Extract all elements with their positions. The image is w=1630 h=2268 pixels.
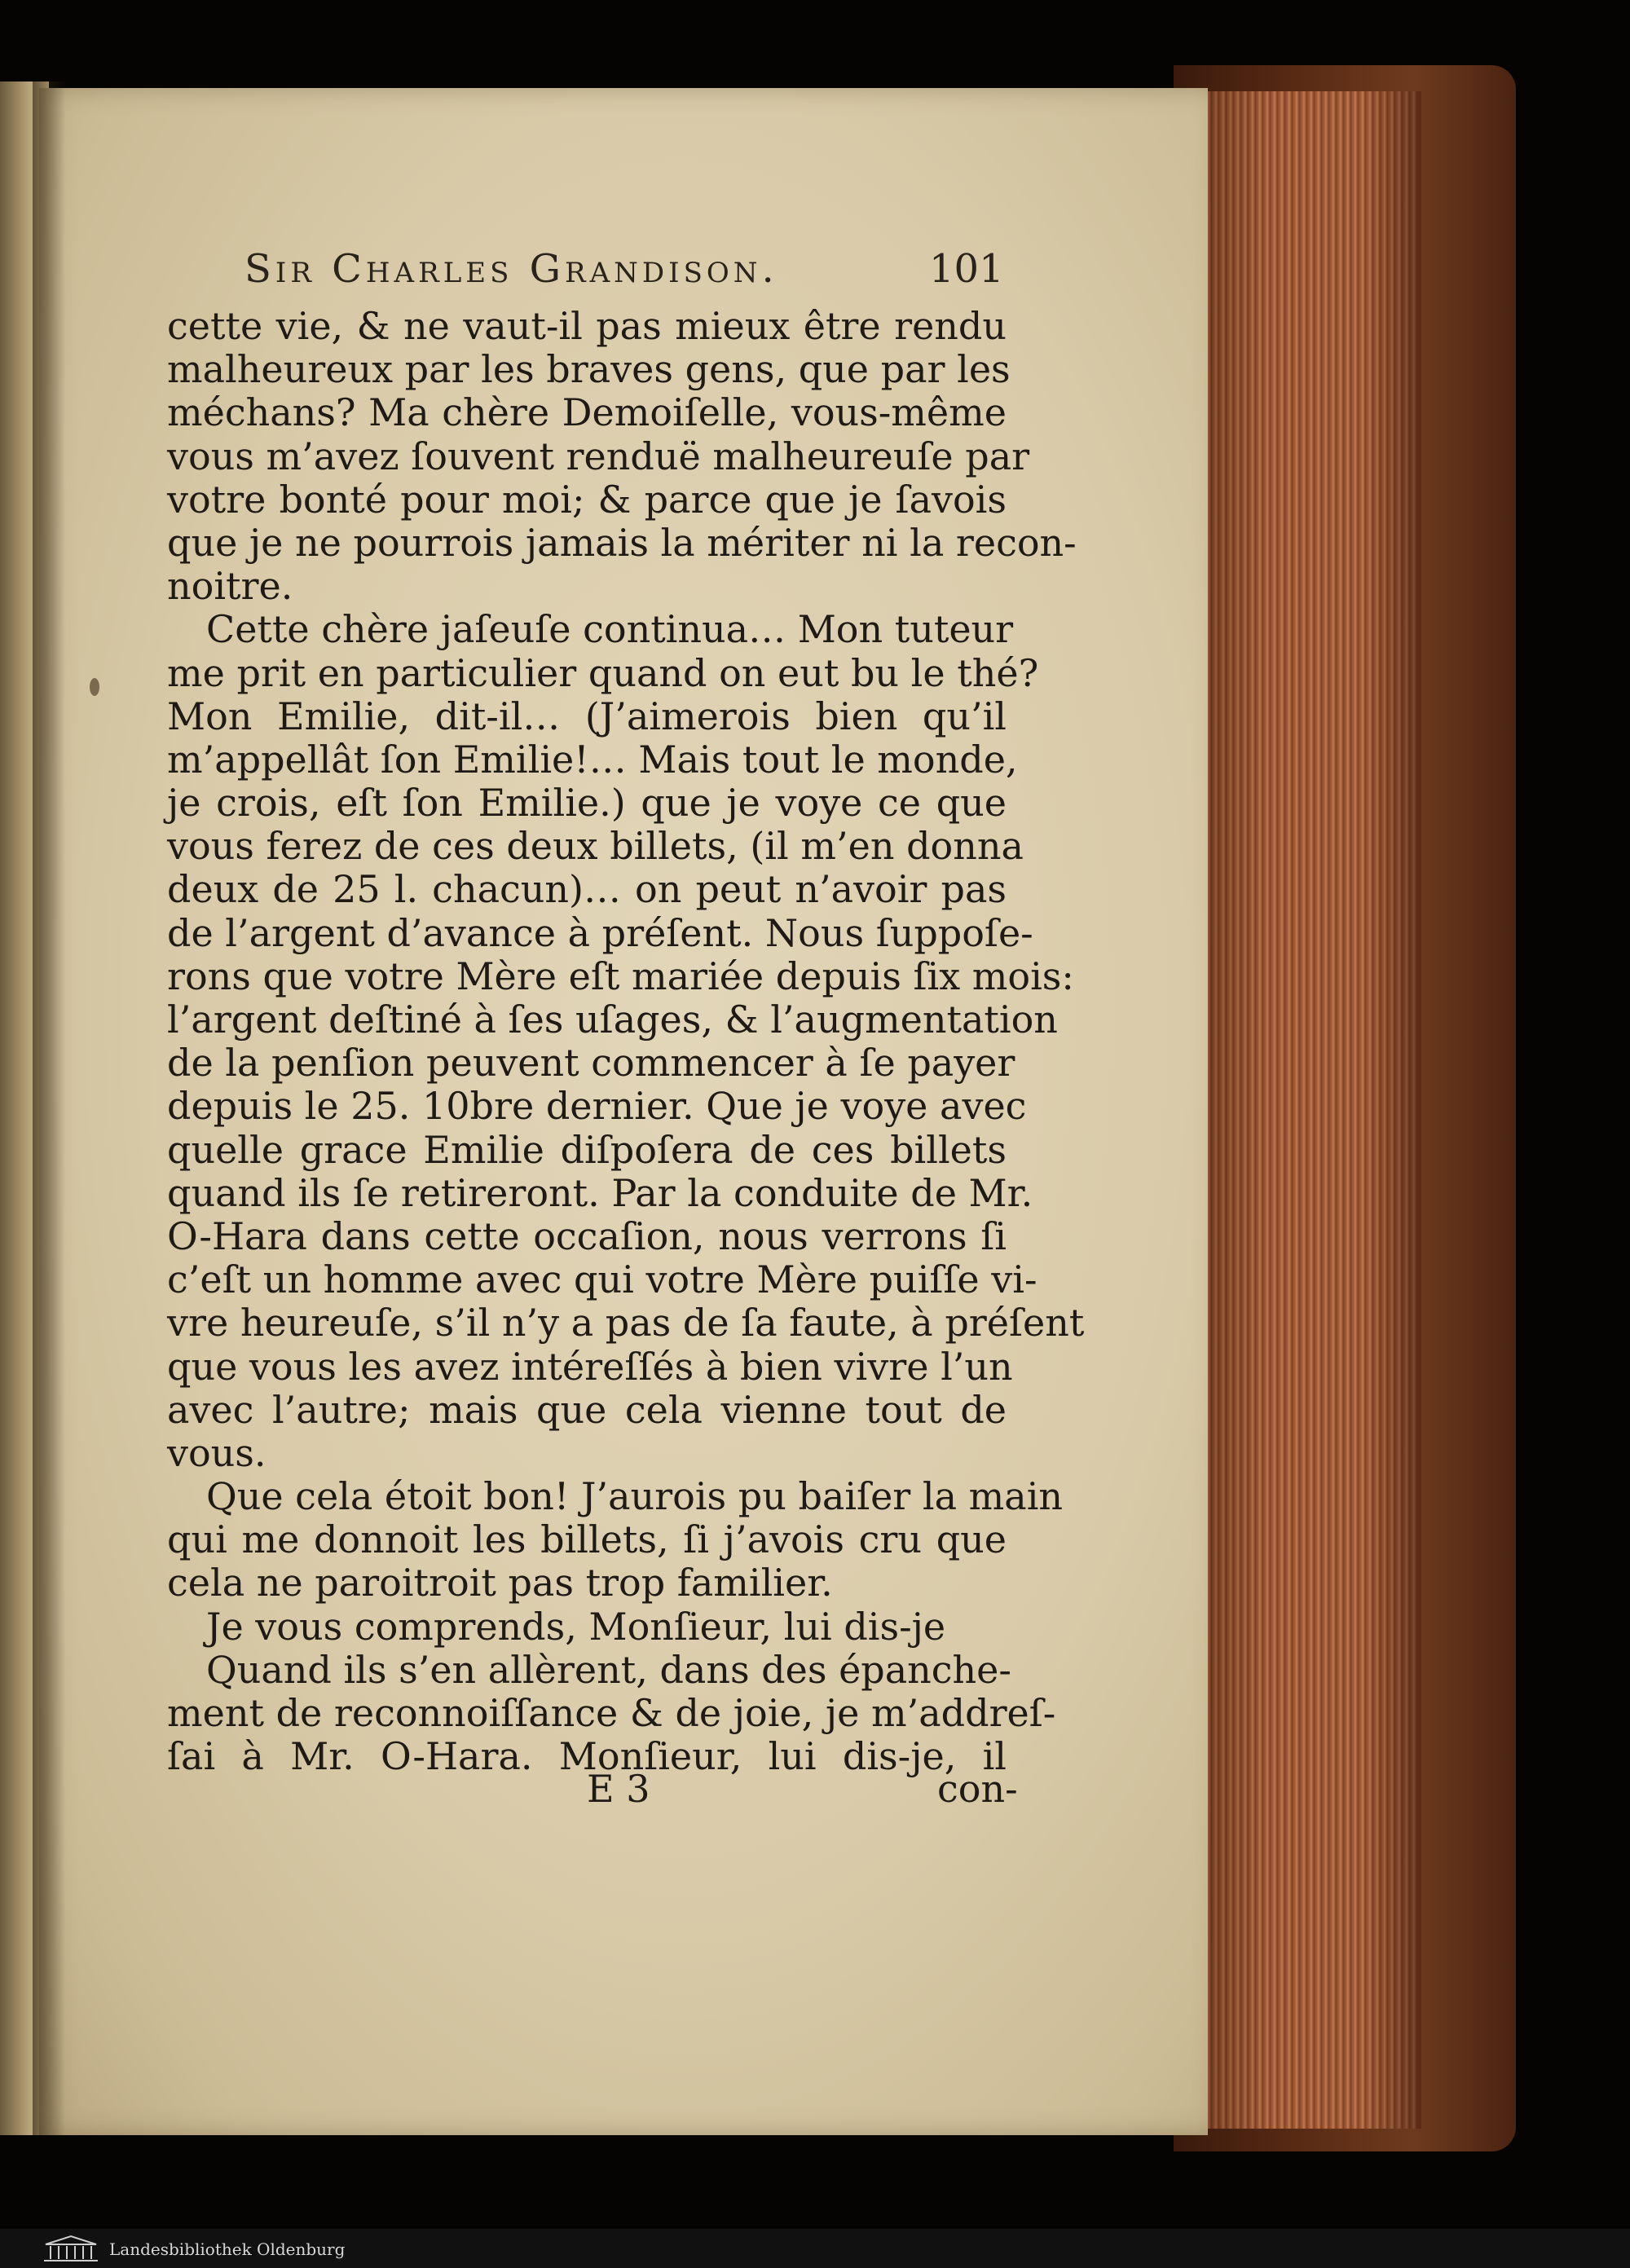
text-line: noitre. xyxy=(167,564,293,609)
text-line: qui me donnoit les billets, ſi j’avois cru que xyxy=(167,1517,1007,1562)
library-name: Landesbibliothek Oldenburg xyxy=(109,2239,346,2259)
text-line: depuis le 25. 10bre dernier. Que je voye avec xyxy=(167,1084,1027,1129)
library-building-icon xyxy=(42,2235,99,2262)
text-line: quand ils ſe retireront. Par la conduite de Mr. xyxy=(167,1170,1033,1215)
text-line: cette vie, & ne vaut-il pas mieux être rendu xyxy=(167,304,1007,348)
text-line: cela ne paroitroit pas trop familier. xyxy=(167,1561,833,1605)
text-line: vous m’avez ſouvent renduë malheureuſe par xyxy=(167,434,1030,478)
text-line: que vous les avez intéreſſés à bien vivre l’un xyxy=(167,1344,1013,1389)
text-line: malheureux par les braves gens, que par les xyxy=(167,347,1011,392)
text-line: Quand ils s’en allèrent, dans des épanche- xyxy=(206,1647,1011,1692)
text-line: de la penſion peuvent commencer à ſe payer xyxy=(167,1041,1015,1086)
text-line: Je vous comprends, Monſieur, lui dis-je xyxy=(206,1604,946,1649)
text-line: avec l’autre; mais que cela vienne tout de xyxy=(167,1387,1007,1432)
text-line: m’appellât ſon Emilie!… Mais tout le monde, xyxy=(167,737,1018,782)
text-line: votre bonté pour moi; & parce que je ſavois xyxy=(167,477,1007,522)
text-line: Que cela étoit bon! J’aurois pu baiſer la main xyxy=(206,1474,1064,1519)
text-line: ment de reconnoiſſance & de joie, je m’addreſ- xyxy=(167,1691,1056,1735)
text-line: Mon Emilie, dit-il… (J’aimerois bien qu’il xyxy=(167,694,1007,738)
catchword: con- xyxy=(937,1767,1018,1811)
signature-mark: E 3 xyxy=(587,1767,650,1811)
text-line: l’argent deſtiné à ſes uſages, & l’augmentation xyxy=(167,997,1058,1042)
text-line: c’eſt un homme avec qui votre Mère puiſſe vi- xyxy=(167,1257,1037,1302)
margin-mark xyxy=(90,678,99,696)
text-line: me prit en particulier quand on eut bu le thé? xyxy=(167,650,1039,695)
footer-bar xyxy=(0,2229,1630,2268)
running-head: Sir Charles Grandison. xyxy=(244,246,778,292)
text-line: vous. xyxy=(167,1430,267,1475)
text-line: de l’argent d’avance à préſent. Nous ſuppoſe- xyxy=(167,910,1033,955)
page-number: 101 xyxy=(929,246,1004,292)
text-line: quelle grace Emilie diſpoſera de ces billets xyxy=(167,1127,1007,1172)
text-line: O-Hara dans cette occaſion, nous verrons ſi xyxy=(167,1213,1007,1258)
body-text xyxy=(167,304,1085,1779)
text-line: deux de 25 l. chacun)… on peut n’avoir pas xyxy=(167,867,1007,912)
text-line: méchans? Ma chère Demoiſelle, vous-même xyxy=(167,390,1007,435)
text-line: je crois, eſt ſon Emilie.) que je voye ce que xyxy=(167,781,1007,826)
page-edges-shade xyxy=(1205,91,1416,2129)
spine-shadow xyxy=(33,81,65,2135)
text-line: rons que votre Mère eſt mariée depuis ſix mois: xyxy=(167,953,1074,998)
text-line: que je ne pourrois jamais la mériter ni la recon- xyxy=(167,520,1077,565)
text-line: Cette chère jaſeuſe continua… Mon tuteur xyxy=(206,607,1014,652)
text-line: ſai à Mr. O-Hara. Monſieur, lui dis-je, il xyxy=(167,1734,1007,1779)
text-line: vre heureuſe, s’il n’y a pas de ſa faute, à préſent xyxy=(167,1301,1085,1345)
text-line: vous ferez de ces deux billets, (il m’en donna xyxy=(167,824,1024,869)
